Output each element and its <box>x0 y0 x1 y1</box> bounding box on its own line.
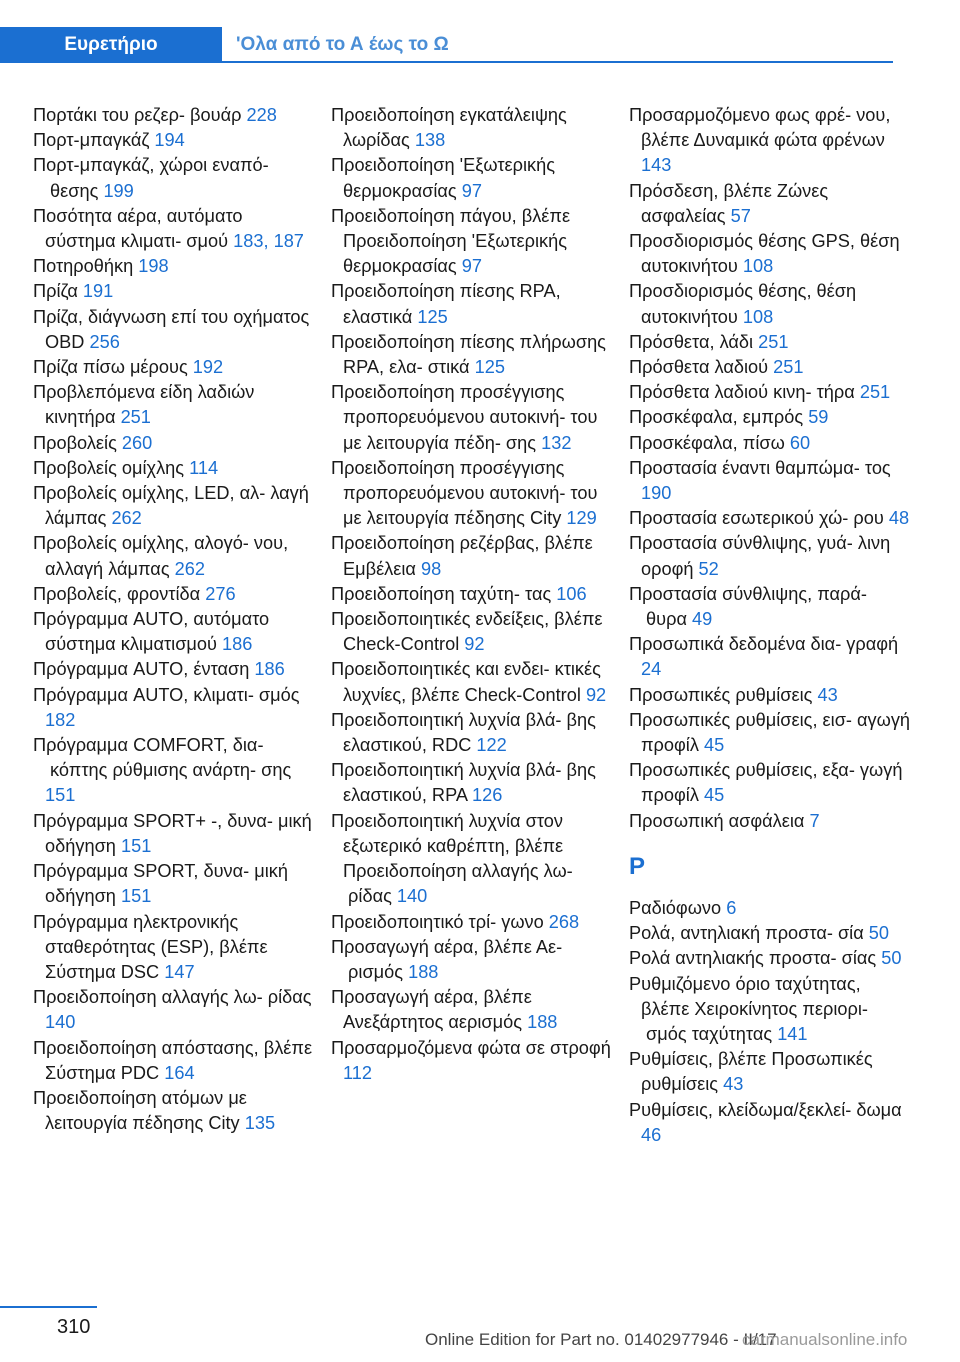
entry-page-link[interactable]: 50 <box>868 923 890 944</box>
entry-page-link[interactable]: 135 <box>244 1113 276 1134</box>
entry-term: Προσαγωγή αέρα, βλέπε Ανεξάρτητος αερισμός <box>331 987 532 1033</box>
index-entry <box>331 758 613 808</box>
entry-page-link[interactable]: 228 <box>246 105 277 125</box>
entry-term: Πρόσθετα λαδιού <box>629 357 774 378</box>
header-tabs <box>0 27 893 63</box>
index-entry <box>629 632 911 682</box>
entry-page-link[interactable]: 191 <box>82 281 114 302</box>
index-entry <box>331 456 613 532</box>
entry-term: Προσκέφαλα, πίσω <box>629 432 790 453</box>
section-letter: Ρ <box>629 852 646 880</box>
entry-page-link[interactable]: 194 <box>154 130 185 151</box>
index-entry <box>629 179 911 229</box>
index-entry <box>331 330 613 380</box>
index-entry <box>629 103 911 179</box>
entry-term: Προειδοποίηση πίεσης πλήρωσης RPA, ελα- στικά <box>331 331 606 378</box>
index-entry <box>629 896 911 921</box>
entry-term: Προειδοποίηση πίεσης RPA, ελαστικά <box>331 281 561 327</box>
entry-term: Ρυθμιζόμενο όριο ταχύτητας, βλέπε Χειροκίνητος περιορι- σμός ταχύτητας <box>629 973 868 1044</box>
entry-term: Πορτ-μπαγκάζ <box>33 130 155 151</box>
index-entry <box>629 582 911 632</box>
entry-term: Ποτηροθήκη <box>33 256 139 277</box>
entry-page-link[interactable]: 262 <box>174 558 205 579</box>
entry-page-link[interactable]: 126 <box>472 785 503 806</box>
entry-page-link[interactable]: 192 <box>192 357 224 378</box>
entry-term: Προειδοποιητικό τρί- γωνο <box>331 911 549 932</box>
entry-term: Προειδοποίηση ταχύτη- τας <box>331 583 557 604</box>
entry-page-link[interactable]: 276 <box>205 583 236 604</box>
entry-term: Ραδιόφωνο <box>629 897 727 918</box>
entry-page-link[interactable]: 57 <box>730 205 751 226</box>
entry-page-link[interactable]: 59 <box>808 407 829 428</box>
entry-term: Προσδιορισμός θέσης GPS, θέση αυτοκινήτου <box>629 231 900 277</box>
index-entry <box>629 330 911 355</box>
entry-term: Προειδοποίηση προσέγγισης προπορευόμενου αυτοκινή- του με λειτουργία πέδη- σης <box>331 382 598 453</box>
index-entry <box>331 657 613 707</box>
entry-page-link[interactable]: 129 <box>566 508 597 529</box>
tab-a-to-z[interactable]: 'Ολα από το Α έως το Ω <box>222 27 893 63</box>
index-entry <box>33 204 315 254</box>
entry-page-link[interactable]: 262 <box>111 508 142 529</box>
entry-term: Προειδοποίηση προσέγγισης προπορευόμενου αυτοκινή- του με λειτουργία πέδησης City <box>331 457 598 529</box>
index-entry <box>33 733 315 809</box>
entry-term: Πρόγραμμα AUTO, κλιματι- σμός <box>33 684 300 705</box>
entry-page-link[interactable]: 60 <box>789 432 811 453</box>
entry-page-link[interactable]: 108 <box>742 256 774 277</box>
index-column-3 <box>629 103 911 1148</box>
index-entry <box>33 279 315 304</box>
index-entry <box>33 607 315 657</box>
entry-page-link[interactable]: 112 <box>343 1062 372 1083</box>
entry-term: Προβλεπόμενα είδη λαδιών κινητήρα <box>33 382 255 428</box>
entry-term: Πρόγραμμα AUTO, ένταση <box>33 659 255 680</box>
entry-term: Προσωπικές ρυθμίσεις, εισ- αγωγή προφίλ <box>629 709 911 756</box>
index-entry <box>331 380 613 456</box>
entry-term: Προσδιορισμός θέσης, θέση αυτοκινήτου <box>629 281 857 327</box>
index-entry <box>629 1047 911 1097</box>
entry-term: Προσωπικές ρυθμίσεις, εξα- γωγή προφίλ <box>629 760 903 806</box>
index-entry <box>331 103 613 153</box>
entry-page-link[interactable]: 256 <box>89 331 120 352</box>
index-column-1 <box>33 103 315 1136</box>
index-entry <box>629 972 911 1048</box>
entry-page-link[interactable]: 164 <box>164 1062 195 1083</box>
entry-page-link[interactable]: 106 <box>556 583 587 604</box>
index-entry <box>331 910 613 935</box>
entry-page-link[interactable]: 188 <box>408 961 439 982</box>
index-entry <box>33 1086 315 1136</box>
entry-term: Προειδοποίηση απόστασης, βλέπε Σύστημα PDC <box>33 1037 313 1083</box>
entry-page-link[interactable]: 46 <box>641 1124 662 1145</box>
index-entry <box>331 153 613 203</box>
index-entry <box>629 758 911 808</box>
entry-term: Προσωπική ασφάλεια <box>629 810 810 831</box>
entry-term: Προειδοποίηση ατόμων με λειτουργία πέδησης City <box>33 1087 247 1134</box>
entry-page-link[interactable]: 6 <box>726 897 737 918</box>
entry-page-link[interactable]: 143 <box>641 155 672 176</box>
index-entry <box>629 506 911 531</box>
index-column-3-list-r <box>629 896 911 1148</box>
entry-page-link[interactable]: 186 <box>222 634 253 655</box>
index-entry <box>33 254 315 279</box>
entry-page-link[interactable]: 186 <box>254 659 285 680</box>
entry-term: Προστασία σύνθλιψης, γυά- λινη οροφή <box>629 533 891 579</box>
entry-page-link[interactable]: 52 <box>698 558 719 579</box>
entry-page-link[interactable]: 198 <box>138 256 169 277</box>
entry-term: Προστασία σύνθλιψης, παρά- θυρα <box>629 583 867 630</box>
entry-term: Προειδοποίηση εγκατάλειψης λωρίδας <box>331 105 567 151</box>
index-entry <box>33 380 315 430</box>
entry-term: Προβολείς ομίχλης <box>33 457 190 478</box>
entry-term: Προειδοποίηση πάγου, βλέπε Προειδοποίηση 'Εξωτερικής θερμοκρασίας <box>331 205 571 277</box>
index-entry <box>629 683 911 708</box>
index-entry <box>33 859 315 909</box>
entry-page-link[interactable]: 199 <box>103 180 134 201</box>
entry-page-link[interactable]: 125 <box>474 357 505 378</box>
entry-page-link[interactable]: 183, 187 <box>233 231 304 252</box>
entry-page-link[interactable]: 45 <box>704 735 725 756</box>
entry-page-link[interactable]: 24 <box>641 659 662 680</box>
index-entry <box>33 305 315 355</box>
tab-index[interactable]: Ευρετήριο <box>0 27 222 63</box>
entry-page-link[interactable]: 132 <box>541 432 572 453</box>
entry-page-link[interactable]: 147 <box>164 961 195 982</box>
entry-page-link[interactable]: 122 <box>476 735 507 756</box>
page-number: 310 <box>57 1316 91 1338</box>
entry-page-link[interactable]: 260 <box>121 432 153 453</box>
index-entry <box>33 985 315 1035</box>
index-entry <box>629 531 911 581</box>
index-entry <box>629 1098 911 1148</box>
entry-page-link[interactable]: 98 <box>421 558 442 579</box>
index-entry <box>629 456 911 506</box>
index-entry <box>629 279 911 329</box>
footer-rule <box>0 1306 97 1308</box>
index-entry <box>33 355 315 380</box>
index-entry <box>331 809 613 910</box>
entry-term: Πρόσδεση, βλέπε Ζώνες ασφαλείας <box>629 180 829 226</box>
entry-page-link[interactable]: 141 <box>777 1023 808 1044</box>
entry-page-link[interactable]: 151 <box>45 785 76 806</box>
entry-page-link[interactable]: 48 <box>888 508 910 529</box>
index-entry <box>331 985 613 1035</box>
index-entry <box>33 1036 315 1086</box>
index-entry <box>33 153 315 203</box>
index-entry <box>331 935 613 985</box>
entry-page-link[interactable]: 43 <box>817 684 838 705</box>
index-entry <box>33 431 315 456</box>
entry-page-link[interactable]: 49 <box>692 609 713 630</box>
entry-term: Προβολείς ομίχλης, αλογό- νου, αλλαγή λάμπας <box>33 533 289 579</box>
watermark: carmanualsonline.info <box>742 1330 908 1349</box>
entry-term: Πρόγραμμα AUTO, αυτόματο σύστημα κλιματισμού <box>33 609 270 655</box>
index-entry <box>33 103 315 128</box>
entry-term: Προβολείς, φροντίδα <box>33 583 206 604</box>
index-entry <box>33 657 315 682</box>
entry-term: Προειδοποίηση ρεζέρβας, βλέπε Εμβέλεια <box>331 533 593 579</box>
index-entry <box>629 355 911 380</box>
index-entry <box>33 531 315 581</box>
entry-term: Πρόγραμμα SPORT+ -, δυνα- μική οδήγηση <box>33 810 312 856</box>
entry-page-link[interactable]: 190 <box>641 483 672 504</box>
entry-term: Πρίζα <box>33 281 83 302</box>
entry-term: Ρολά αντηλιακής προστα- σίας <box>629 948 882 969</box>
entry-term: Ρυθμίσεις, βλέπε Προσωπικές ρυθμίσεις <box>629 1049 873 1095</box>
entry-page-link[interactable]: 114 <box>189 457 219 478</box>
entry-term: Προσωπικές ρυθμίσεις <box>629 684 818 705</box>
entry-term: Προβολείς ομίχλης, LED, αλ- λαγή λάμπας <box>33 483 309 529</box>
entry-page-link[interactable]: 125 <box>417 306 448 327</box>
entry-page-link[interactable]: 182 <box>45 709 76 730</box>
index-entry <box>33 683 315 733</box>
entry-term: Προειδοποιητική λυχνία βλά- βης ελαστικού, RPA <box>331 760 596 806</box>
index-entry <box>331 279 613 329</box>
index-entry <box>33 582 315 607</box>
index-entry <box>331 708 613 758</box>
entry-term: Ρυθμίσεις, κλείδωμα/ξεκλεί- δωμα <box>629 1099 902 1120</box>
entry-term: Ποσότητα αέρα, αυτόματο σύστημα κλιματι- σμού <box>33 205 243 252</box>
entry-term: Προειδοποιητικές ενδείξεις, βλέπε Check-Control <box>331 609 603 655</box>
entry-term: Προσαρμοζόμενο φως φρέ- νου, βλέπε Δυναμικά φώτα φρένων <box>629 105 891 151</box>
index-entry <box>33 128 315 153</box>
entry-term: Προστασία έναντι θαμπώμα- τος <box>629 457 891 478</box>
entry-page-link[interactable]: 251 <box>773 357 804 378</box>
entry-term: Ρολά, αντηλιακή προστα- σία <box>629 923 869 944</box>
entry-page-link[interactable]: 140 <box>396 886 428 907</box>
entry-page-link[interactable]: 251 <box>859 382 891 403</box>
entry-term: Προειδοποίηση αλλαγής λω- ρίδας <box>33 987 312 1008</box>
index-entry <box>331 582 613 607</box>
index-entry <box>331 1036 613 1086</box>
entry-page-link[interactable]: 92 <box>585 684 607 705</box>
index-entry <box>629 809 911 834</box>
index-entry <box>629 380 911 405</box>
entry-term: Πορτ-μπαγκάζ, χώροι εναπό- θεσης <box>33 155 269 201</box>
entry-term: Προσαρμοζόμενα φώτα σε στροφή <box>331 1037 611 1058</box>
entry-page-link[interactable]: 108 <box>742 306 774 327</box>
edition-text: Online Edition for Part no. 01402977946 - II/17 <box>425 1330 777 1349</box>
entry-term: Πρόγραμμα COMFORT, δια- κόπτης ρύθμισης ανάρτη- σης <box>33 735 292 781</box>
entry-page-link[interactable]: 50 <box>881 948 902 969</box>
index-entry <box>629 229 911 279</box>
entry-page-link[interactable]: 251 <box>758 331 789 352</box>
entry-term: Πρίζα πίσω μέρους <box>33 357 193 378</box>
entry-term: Προβολείς <box>33 432 122 453</box>
entry-term: Πορτάκι του ρεζερ- βουάρ <box>33 105 247 125</box>
header-underline <box>0 61 893 63</box>
entry-term: Προειδοποιητική λυχνία βλά- βης ελαστικού, RDC <box>331 709 596 756</box>
index-entry <box>33 910 315 986</box>
entry-term: Πρόσθετα, λάδι <box>629 331 759 352</box>
entry-term: Προειδοποιητική λυχνία στον εξωτερικό καθρέπτη, βλέπε Προειδοποίηση αλλαγής λω- ρίδας <box>331 810 573 907</box>
entry-page-link[interactable]: 92 <box>464 634 485 655</box>
entry-term: Προσκέφαλα, εμπρός <box>629 407 809 428</box>
entry-term: Προσωπικά δεδομένα δια- γραφή <box>629 634 899 655</box>
entry-page-link[interactable]: 251 <box>120 407 151 428</box>
entry-page-link[interactable]: 97 <box>461 256 482 277</box>
entry-term: Προσαγωγή αέρα, βλέπε Αε- ρισμός <box>331 936 563 982</box>
entry-page-link[interactable]: 151 <box>120 835 152 856</box>
index-entry <box>629 405 911 430</box>
entry-term: Προειδοποίηση 'Εξωτερικής θερμοκρασίας <box>331 155 556 201</box>
index-entry <box>33 481 315 531</box>
entry-term: Πρόσθετα λαδιού κινη- τήρα <box>629 382 860 403</box>
entry-page-link[interactable]: 7 <box>809 810 820 831</box>
index-entry <box>629 708 911 758</box>
index-entry <box>33 456 315 481</box>
index-entry <box>629 431 911 456</box>
index-entry <box>629 921 911 946</box>
index-entry <box>331 607 613 657</box>
index-entry <box>629 946 911 971</box>
entry-term: Πρίζα, διάγνωση επί του οχήματος OBD <box>33 306 310 352</box>
entry-term: Προειδοποιητικές και ενδει- κτικές λυχνίες, βλέπε Check-Control <box>331 659 601 705</box>
index-column-3-list <box>629 103 911 834</box>
index-entry <box>331 204 613 280</box>
entry-page-link[interactable]: 268 <box>548 911 580 932</box>
entry-page-link[interactable]: 151 <box>120 886 152 907</box>
entry-term: Πρόγραμμα ηλεκτρονικής σταθερότητας (ESP), βλέπε Σύστημα DSC <box>33 911 268 982</box>
index-entry <box>331 531 613 581</box>
entry-page-link[interactable]: 43 <box>723 1074 744 1095</box>
entry-page-link[interactable]: 138 <box>414 130 446 151</box>
index-column-2 <box>331 103 613 1086</box>
index-entry <box>33 809 315 859</box>
entry-page-link[interactable]: 140 <box>45 1012 76 1033</box>
entry-term: Προστασία εσωτερικού χώ- ρου <box>629 508 889 529</box>
entry-term: Πρόγραμμα SPORT, δυνα- μική οδήγηση <box>33 861 289 907</box>
entry-page-link[interactable]: 188 <box>527 1012 558 1033</box>
entry-page-link[interactable]: 45 <box>704 785 725 806</box>
entry-page-link[interactable]: 97 <box>461 180 482 201</box>
